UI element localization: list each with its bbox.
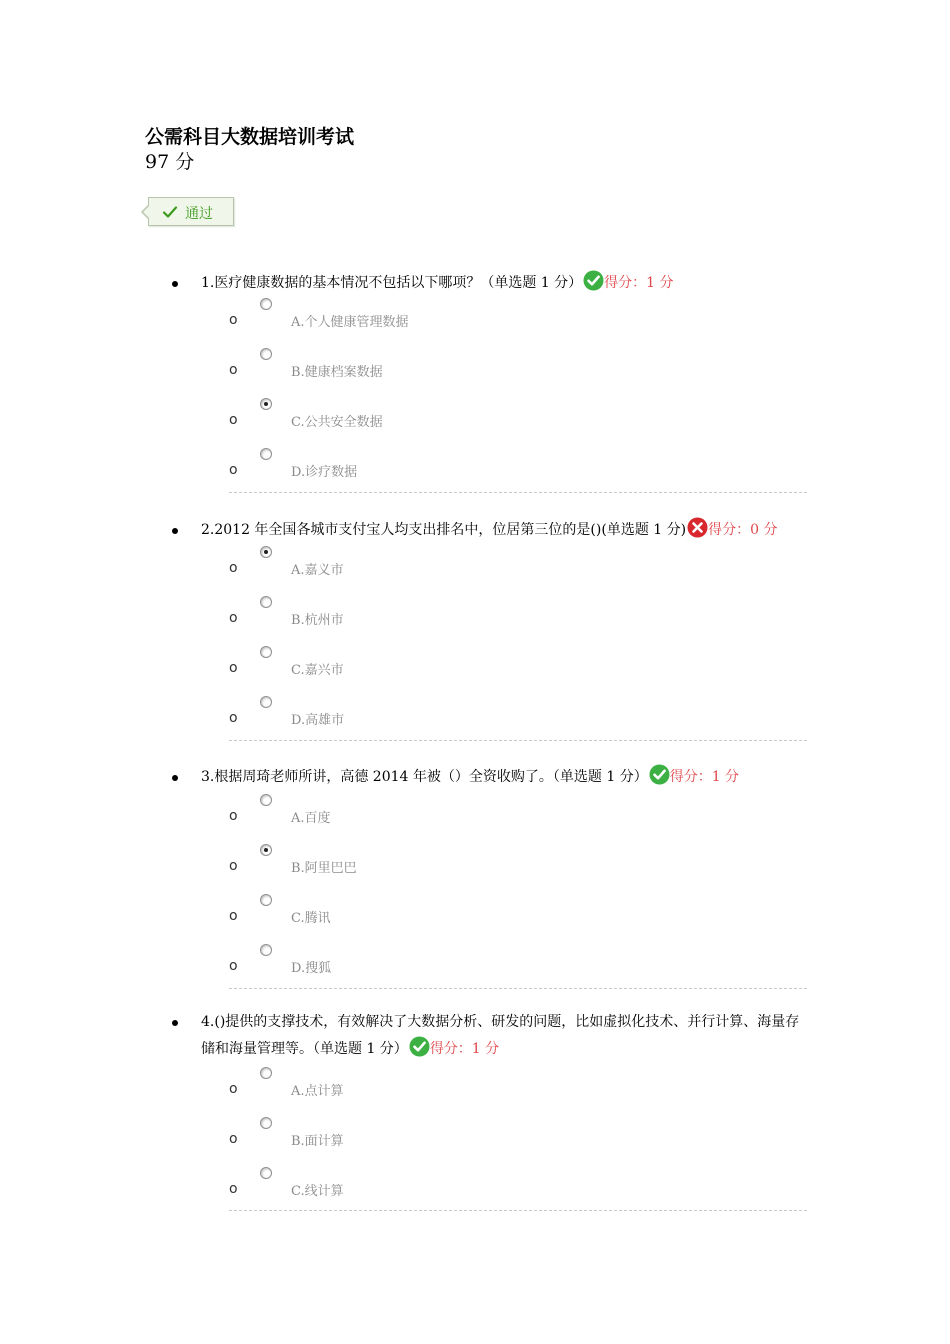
- check-circle-icon: [583, 270, 604, 291]
- page-title: 公需科目大数据培训考试: [145, 126, 355, 148]
- option-bullet: o: [229, 1181, 238, 1197]
- question-bullet: [172, 775, 178, 781]
- option-row[interactable]: [0, 903, 950, 933]
- option-label: B.健康档案数据: [291, 365, 383, 380]
- question-divider: [229, 1210, 807, 1211]
- option-radio[interactable]: [260, 448, 272, 460]
- option-radio[interactable]: [260, 894, 272, 906]
- option-row[interactable]: [0, 803, 950, 833]
- option-label: A.点计算: [291, 1084, 344, 1099]
- option-label: B.杭州市: [291, 613, 344, 628]
- question-2: [201, 517, 811, 544]
- option-row[interactable]: [0, 1176, 950, 1206]
- option-label: A.个人健康管理数据: [291, 315, 409, 330]
- option-bullet: o: [229, 560, 238, 576]
- option-bullet: o: [229, 462, 238, 478]
- question-bullet: [172, 281, 178, 287]
- question-divider: [229, 988, 807, 989]
- option-label: C.腾讯: [291, 911, 331, 926]
- option-bullet: o: [229, 660, 238, 676]
- option-label: D.诊疗数据: [291, 465, 358, 480]
- option-radio[interactable]: [260, 348, 272, 360]
- option-row[interactable]: [0, 357, 950, 387]
- option-row[interactable]: [0, 705, 950, 735]
- option-label: D.高雄市: [291, 713, 345, 728]
- question-4: [201, 1009, 811, 1063]
- pass-badge: [148, 197, 234, 226]
- option-bullet: o: [229, 908, 238, 924]
- question-bullet: [172, 1020, 178, 1026]
- question-bullet: [172, 528, 178, 534]
- option-label: C.线计算: [291, 1184, 344, 1199]
- option-radio[interactable]: [260, 1067, 272, 1079]
- option-label: B.面计算: [291, 1134, 344, 1149]
- option-label: C.嘉兴市: [291, 663, 344, 678]
- option-radio[interactable]: [260, 944, 272, 956]
- option-radio[interactable]: [260, 596, 272, 608]
- option-bullet: o: [229, 610, 238, 626]
- question-text: 3.根据周琦老师所讲，高德 2014 年被（）全资收购了。（单选题 1 分）: [201, 769, 648, 785]
- question-3: [201, 764, 811, 791]
- option-radio[interactable]: [260, 1167, 272, 1179]
- option-radio[interactable]: [260, 1117, 272, 1129]
- option-bullet: o: [229, 710, 238, 726]
- option-radio[interactable]: [260, 398, 272, 410]
- pass-badge-label: 通过: [185, 206, 213, 222]
- x-circle-icon: [687, 517, 708, 538]
- option-label: B.阿里巴巴: [291, 861, 357, 876]
- option-label: A.百度: [291, 811, 331, 826]
- option-row[interactable]: [0, 1076, 950, 1106]
- option-row[interactable]: [0, 555, 950, 585]
- option-bullet: o: [229, 858, 238, 874]
- option-bullet: o: [229, 312, 238, 328]
- option-row[interactable]: [0, 307, 950, 337]
- option-row[interactable]: [0, 953, 950, 983]
- option-label: C.公共安全数据: [291, 415, 383, 430]
- option-bullet: o: [229, 1131, 238, 1147]
- option-radio[interactable]: [260, 696, 272, 708]
- check-circle-icon: [409, 1036, 430, 1057]
- question-score: 得分：0 分: [708, 522, 778, 538]
- option-radio[interactable]: [260, 298, 272, 310]
- option-bullet: o: [229, 1081, 238, 1097]
- option-row[interactable]: [0, 853, 950, 883]
- option-radio[interactable]: [260, 546, 272, 558]
- question-text: 4.()提供的支撑技术，有效解决了大数据分析、研发的问题，比如虚拟化技术、并行计算、海量存储和海量管理等。（单选题 1 分）: [201, 1014, 800, 1057]
- question-1: [201, 270, 811, 297]
- question-text: 2.2012 年全国各城市支付宝人均支出排名中，位居第三位的是()(单选题 1 分): [201, 522, 687, 538]
- question-score: 得分：1 分: [669, 769, 740, 785]
- check-circle-icon: [649, 764, 670, 785]
- option-bullet: o: [229, 362, 238, 378]
- option-radio[interactable]: [260, 794, 272, 806]
- option-row[interactable]: [0, 1126, 950, 1156]
- question-score: 得分：1 分: [604, 275, 674, 291]
- question-score: 得分：1 分: [429, 1041, 500, 1057]
- option-radio[interactable]: [260, 646, 272, 658]
- check-icon: [162, 205, 178, 219]
- option-bullet: o: [229, 412, 238, 428]
- option-bullet: o: [229, 808, 238, 824]
- option-bullet: o: [229, 958, 238, 974]
- option-row[interactable]: [0, 407, 950, 437]
- question-divider: [229, 740, 807, 741]
- question-divider: [229, 492, 807, 493]
- option-radio[interactable]: [260, 844, 272, 856]
- question-text: 1.医疗健康数据的基本情况不包括以下哪项？（单选题 1 分）: [201, 275, 583, 291]
- total-score: 97 分: [145, 151, 195, 173]
- option-row[interactable]: [0, 457, 950, 487]
- option-label: A.嘉义市: [291, 563, 344, 578]
- option-row[interactable]: [0, 655, 950, 685]
- option-label: D.搜狐: [291, 961, 332, 976]
- option-row[interactable]: [0, 605, 950, 635]
